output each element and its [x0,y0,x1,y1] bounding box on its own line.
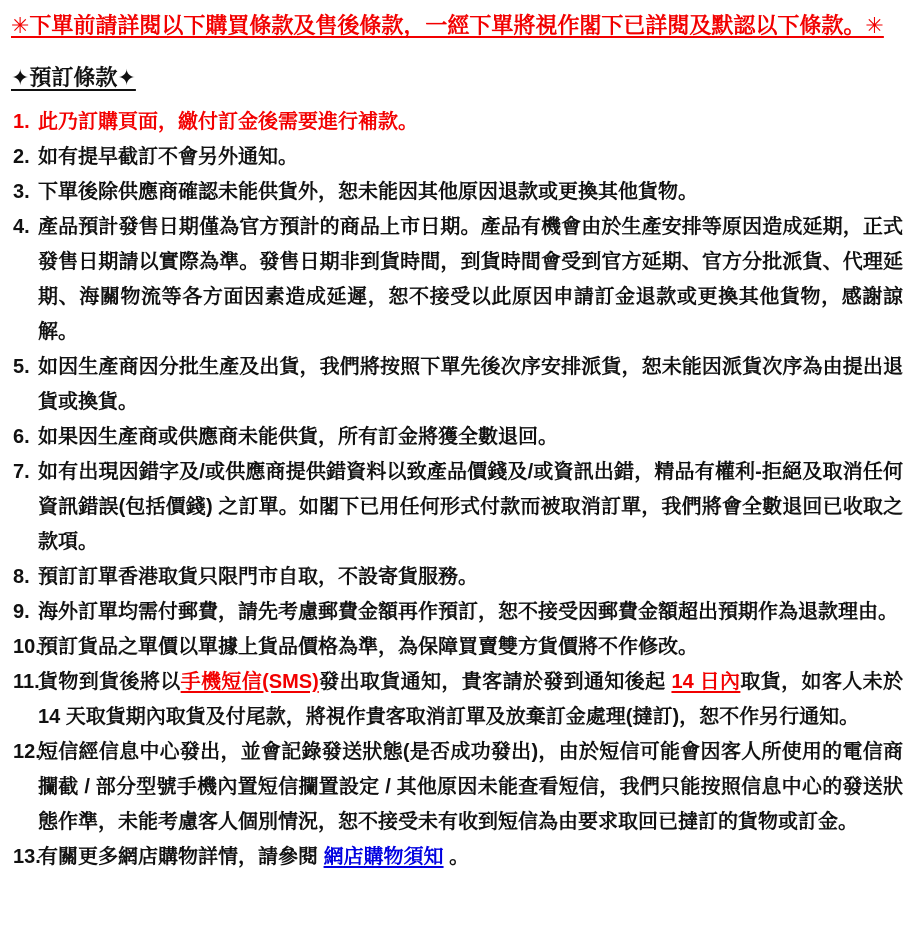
terms-list [11,105,903,875]
term-item [11,455,903,560]
term-text: 海外訂單均需付郵費，請先考慮郵費金額再作預訂，恕不接受因郵費金額超出預期作為退款理由。 [38,601,898,623]
purchase-notice-text: ✳下單前請詳閱以下購買條款及售後條款，一經下單將視作閣下已詳閱及默認以下條款。✳ [11,13,884,38]
term-number: 2. [13,146,30,168]
term-text: 有關更多網店購物詳情，請參閱 [38,846,324,868]
term-text: 取貨，如客人未於 14 天取貨期內取貨及付尾款，將視作貴客取消訂單及放棄訂金處理(撻訂)，恕不作另行通知。 [38,671,904,728]
term-item [11,595,903,630]
term-text: 如有提早截訂不會另外通知。 [38,146,298,168]
term-text: 預訂貨品之單價以單據上貨品價格為準，為保障買賣雙方貨價將不作修改。 [38,636,698,658]
term-item [11,560,903,595]
term-text: 如有出現因錯字及/或供應商提供錯資料以致產品價錢及/或資訊出錯，精品有權利-拒絕及取消任何資訊錯誤(包括價錢) 之訂單。如閣下已用任何形式付款而被取消訂單，我們將會全數退回已收取之款項。 [38,461,903,553]
term-item [11,175,903,210]
term-text: 短信經信息中心發出，並會記錄發送狀態(是否成功發出)，由於短信可能會因客人所使用的電信商攔截 / 部分型號手機內置短信攔置設定 / 其他原因未能查看短信，我們只能按照信息中心的發送狀態作準，未能考慮客人個別情況，恕不接受未有收到短信為由要求取回已撻訂的貨物或訂金。 [38,741,903,833]
term-text: 預訂訂單香港取貨只限門市自取，不設寄貨服務。 [38,566,478,588]
term-number: 3. [13,181,30,203]
red-emphasis-text: 14 日內 [671,671,741,693]
term-number: 13. [13,846,41,868]
term-number: 6. [13,426,30,448]
store-shopping-notice-link[interactable]: 網店購物須知 [323,846,444,868]
term-number: 9. [13,601,30,623]
term-number: 1. [13,111,30,133]
term-item [11,630,903,665]
term-item [11,420,903,455]
preorder-terms-heading [11,61,136,94]
term-number: 5. [13,356,30,378]
term-text: 。 [443,846,470,868]
term-item [11,350,903,420]
term-item [11,840,903,875]
term-item [11,665,903,735]
term-text: 如因生產商因分批生產及出貨，我們將按照下單先後次序安排派貨，恕未能因派貨次序為由提出退貨或換貨。 [38,356,903,413]
term-text: 發出取貨通知，貴客請於發到通知後起 [318,671,672,693]
term-text: 此乃訂購頁面，繳付訂金後需要進行補款。 [38,111,418,133]
term-text: 貨物到貨後將以 [38,671,181,693]
term-item [11,105,903,140]
term-number: 11. [13,671,40,693]
purchase-notice-banner [11,9,903,42]
term-text: 下單後除供應商確認未能供貨外，恕未能因其他原因退款或更換其他貨物。 [38,181,698,203]
term-text: 如果因生產商或供應商未能供貨，所有訂金將獲全數退回。 [38,426,558,448]
term-number: 7. [13,461,30,483]
term-number: 10. [13,636,41,658]
term-number: 8. [13,566,30,588]
red-emphasis-text: 手機短信(SMS) [180,671,319,693]
term-number: 4. [13,216,30,238]
term-item [11,210,903,350]
term-item [11,735,903,840]
term-number: 12. [13,741,41,763]
term-text: 產品預計發售日期僅為官方預計的商品上市日期。產品有機會由於生產安排等原因造成延期，正式發售日期請以實際為準。發售日期非到貨時間，到貨時間會受到官方延期、官方分批派貨、代理延期、海關物流等各方面因素造成延遲，恕不接受以此原因申請訂金退款或更換其他貨物，感謝諒解。 [38,216,903,343]
preorder-terms-heading-text: ✦預訂條款✦ [11,65,136,90]
term-item [11,140,903,175]
